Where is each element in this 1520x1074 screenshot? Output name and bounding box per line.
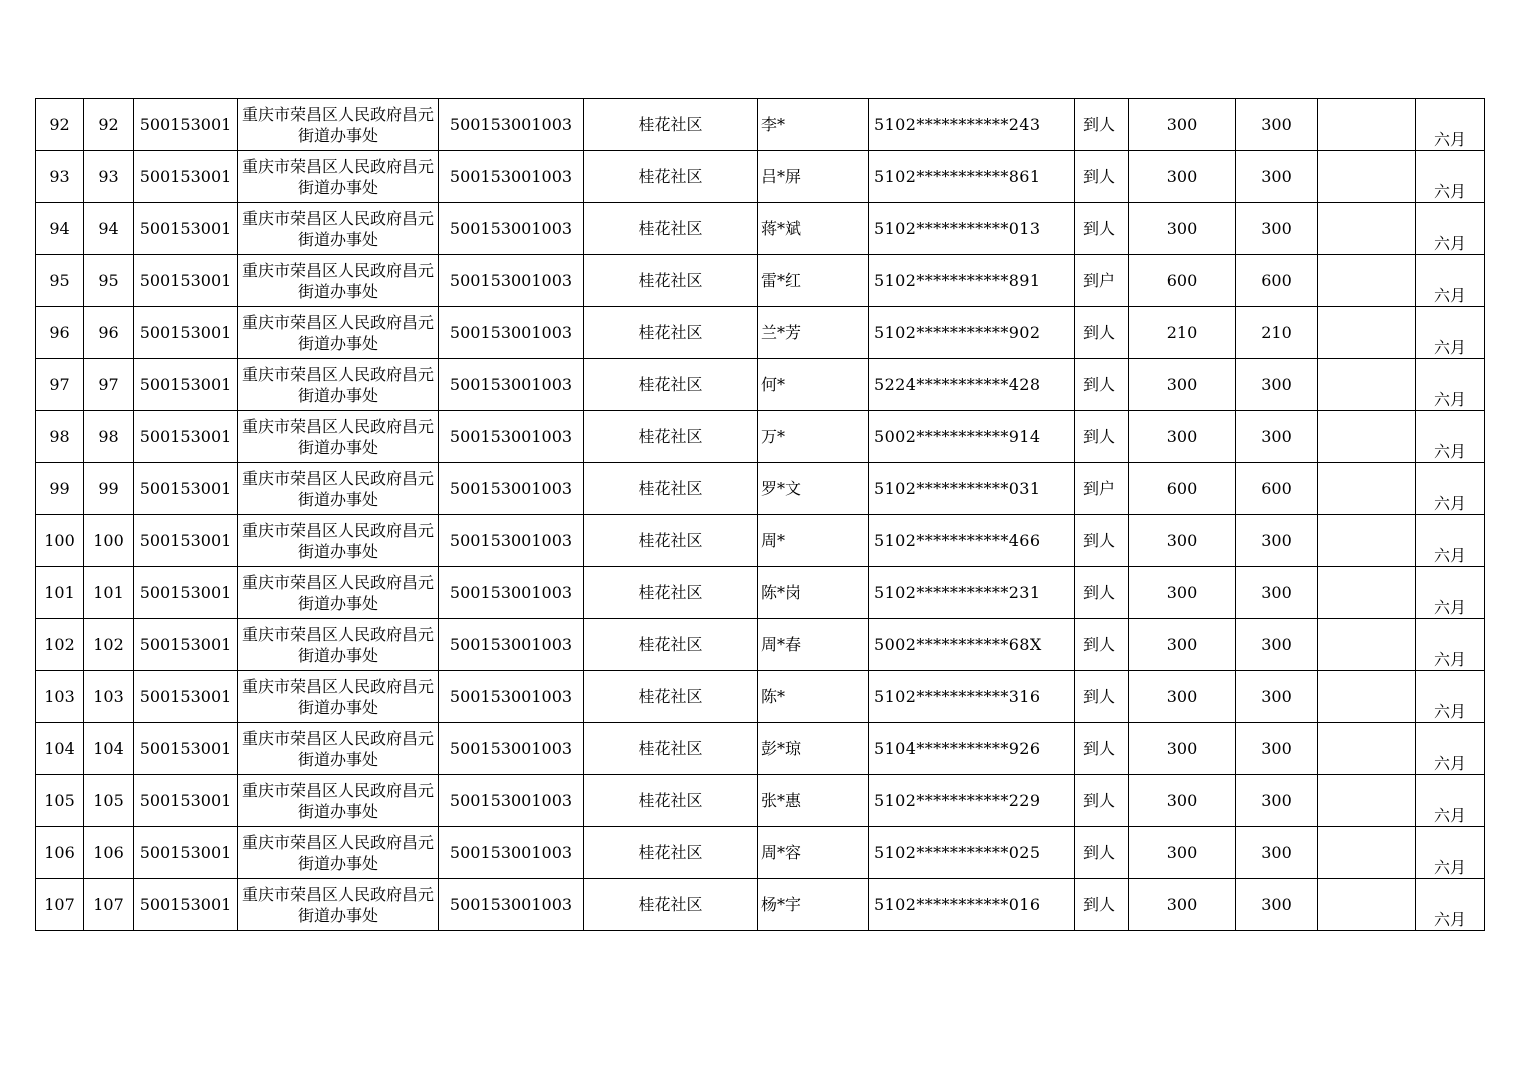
total-amount-cell: 300: [1236, 151, 1318, 203]
org-name-cell: 重庆市荣昌区人民政府昌元街道办事处: [238, 723, 439, 775]
id-number-cell: 5102***********861: [869, 151, 1075, 203]
person-name-cell: 周*容: [758, 827, 869, 879]
grant-type-cell: 到人: [1075, 359, 1129, 411]
seq-cell: 93: [36, 151, 84, 203]
community-code-cell: 500153001003: [439, 151, 584, 203]
org-code-cell: 500153001: [134, 255, 238, 307]
person-name-cell: 周*: [758, 515, 869, 567]
community-code-cell: 500153001003: [439, 411, 584, 463]
note-cell: [1318, 463, 1416, 515]
org-code-cell: 500153001: [134, 723, 238, 775]
number-cell: 96: [84, 307, 134, 359]
org-name-cell: 重庆市荣昌区人民政府昌元街道办事处: [238, 411, 439, 463]
community-cell: 桂花社区: [584, 411, 758, 463]
grant-type-cell: 到人: [1075, 151, 1129, 203]
amount-cell: 300: [1129, 775, 1236, 827]
org-code-cell: 500153001: [134, 671, 238, 723]
month-cell: 六月: [1416, 879, 1485, 931]
month-cell: 六月: [1416, 203, 1485, 255]
amount-cell: 300: [1129, 411, 1236, 463]
table-row: [36, 99, 1485, 151]
grant-type-cell: 到人: [1075, 203, 1129, 255]
total-amount-cell: 300: [1236, 515, 1318, 567]
org-code-cell: 500153001: [134, 99, 238, 151]
grant-type-cell: 到人: [1075, 515, 1129, 567]
seq-cell: 105: [36, 775, 84, 827]
person-name-cell: 张*惠: [758, 775, 869, 827]
person-name-cell: 蒋*斌: [758, 203, 869, 255]
community-code-cell: 500153001003: [439, 203, 584, 255]
person-name-cell: 何*: [758, 359, 869, 411]
note-cell: [1318, 255, 1416, 307]
org-code-cell: 500153001: [134, 515, 238, 567]
amount-cell: 300: [1129, 151, 1236, 203]
note-cell: [1318, 515, 1416, 567]
org-code-cell: 500153001: [134, 203, 238, 255]
id-number-cell: 5102***********466: [869, 515, 1075, 567]
month-cell: 六月: [1416, 567, 1485, 619]
amount-cell: 300: [1129, 567, 1236, 619]
table-row: [36, 827, 1485, 879]
month-cell: 六月: [1416, 775, 1485, 827]
month-cell: 六月: [1416, 99, 1485, 151]
community-code-cell: 500153001003: [439, 255, 584, 307]
amount-cell: 300: [1129, 359, 1236, 411]
id-number-cell: 5002***********68X: [869, 619, 1075, 671]
grant-type-cell: 到人: [1075, 99, 1129, 151]
month-cell: 六月: [1416, 723, 1485, 775]
person-name-cell: 陈*岗: [758, 567, 869, 619]
org-code-cell: 500153001: [134, 619, 238, 671]
grant-type-cell: 到人: [1075, 567, 1129, 619]
seq-cell: 95: [36, 255, 84, 307]
number-cell: 104: [84, 723, 134, 775]
month-cell: 六月: [1416, 827, 1485, 879]
seq-cell: 104: [36, 723, 84, 775]
note-cell: [1318, 151, 1416, 203]
org-name-cell: 重庆市荣昌区人民政府昌元街道办事处: [238, 567, 439, 619]
amount-cell: 210: [1129, 307, 1236, 359]
org-name-cell: 重庆市荣昌区人民政府昌元街道办事处: [238, 359, 439, 411]
community-code-cell: 500153001003: [439, 567, 584, 619]
number-cell: 99: [84, 463, 134, 515]
note-cell: [1318, 619, 1416, 671]
org-code-cell: 500153001: [134, 151, 238, 203]
id-number-cell: 5102***********031: [869, 463, 1075, 515]
total-amount-cell: 300: [1236, 879, 1318, 931]
grant-type-cell: 到人: [1075, 827, 1129, 879]
month-cell: 六月: [1416, 307, 1485, 359]
note-cell: [1318, 723, 1416, 775]
seq-cell: 100: [36, 515, 84, 567]
community-code-cell: 500153001003: [439, 307, 584, 359]
grant-type-cell: 到人: [1075, 619, 1129, 671]
amount-cell: 300: [1129, 827, 1236, 879]
org-name-cell: 重庆市荣昌区人民政府昌元街道办事处: [238, 515, 439, 567]
org-name-cell: 重庆市荣昌区人民政府昌元街道办事处: [238, 671, 439, 723]
community-code-cell: 500153001003: [439, 99, 584, 151]
table-row: [36, 255, 1485, 307]
community-cell: 桂花社区: [584, 723, 758, 775]
table-row: [36, 359, 1485, 411]
note-cell: [1318, 775, 1416, 827]
total-amount-cell: 300: [1236, 359, 1318, 411]
number-cell: 101: [84, 567, 134, 619]
number-cell: 107: [84, 879, 134, 931]
community-code-cell: 500153001003: [439, 879, 584, 931]
org-name-cell: 重庆市荣昌区人民政府昌元街道办事处: [238, 879, 439, 931]
org-name-cell: 重庆市荣昌区人民政府昌元街道办事处: [238, 307, 439, 359]
total-amount-cell: 300: [1236, 619, 1318, 671]
seq-cell: 96: [36, 307, 84, 359]
number-cell: 106: [84, 827, 134, 879]
table-row: [36, 515, 1485, 567]
number-cell: 100: [84, 515, 134, 567]
seq-cell: 106: [36, 827, 84, 879]
seq-cell: 98: [36, 411, 84, 463]
total-amount-cell: 600: [1236, 463, 1318, 515]
note-cell: [1318, 567, 1416, 619]
roster-table: [35, 98, 1485, 931]
table-row: [36, 671, 1485, 723]
person-name-cell: 兰*芳: [758, 307, 869, 359]
amount-cell: 300: [1129, 619, 1236, 671]
community-cell: 桂花社区: [584, 463, 758, 515]
org-code-cell: 500153001: [134, 463, 238, 515]
total-amount-cell: 300: [1236, 671, 1318, 723]
community-code-cell: 500153001003: [439, 671, 584, 723]
org-name-cell: 重庆市荣昌区人民政府昌元街道办事处: [238, 151, 439, 203]
table-row: [36, 151, 1485, 203]
community-cell: 桂花社区: [584, 307, 758, 359]
number-cell: 93: [84, 151, 134, 203]
id-number-cell: 5102***********316: [869, 671, 1075, 723]
community-cell: 桂花社区: [584, 879, 758, 931]
number-cell: 97: [84, 359, 134, 411]
community-code-cell: 500153001003: [439, 723, 584, 775]
note-cell: [1318, 879, 1416, 931]
seq-cell: 107: [36, 879, 84, 931]
total-amount-cell: 300: [1236, 567, 1318, 619]
org-code-cell: 500153001: [134, 359, 238, 411]
id-number-cell: 5102***********902: [869, 307, 1075, 359]
total-amount-cell: 300: [1236, 203, 1318, 255]
org-name-cell: 重庆市荣昌区人民政府昌元街道办事处: [238, 619, 439, 671]
month-cell: 六月: [1416, 619, 1485, 671]
note-cell: [1318, 827, 1416, 879]
grant-type-cell: 到人: [1075, 411, 1129, 463]
total-amount-cell: 600: [1236, 255, 1318, 307]
org-code-cell: 500153001: [134, 567, 238, 619]
org-name-cell: 重庆市荣昌区人民政府昌元街道办事处: [238, 203, 439, 255]
table-row: [36, 723, 1485, 775]
number-cell: 102: [84, 619, 134, 671]
person-name-cell: 罗*文: [758, 463, 869, 515]
community-code-cell: 500153001003: [439, 775, 584, 827]
total-amount-cell: 300: [1236, 723, 1318, 775]
table-row: [36, 775, 1485, 827]
community-cell: 桂花社区: [584, 151, 758, 203]
total-amount-cell: 300: [1236, 775, 1318, 827]
month-cell: 六月: [1416, 411, 1485, 463]
org-code-cell: 500153001: [134, 879, 238, 931]
seq-cell: 97: [36, 359, 84, 411]
table-row: [36, 307, 1485, 359]
amount-cell: 300: [1129, 515, 1236, 567]
seq-cell: 99: [36, 463, 84, 515]
month-cell: 六月: [1416, 255, 1485, 307]
amount-cell: 300: [1129, 723, 1236, 775]
person-name-cell: 彭*琼: [758, 723, 869, 775]
grant-type-cell: 到人: [1075, 879, 1129, 931]
community-cell: 桂花社区: [584, 619, 758, 671]
total-amount-cell: 300: [1236, 411, 1318, 463]
seq-cell: 101: [36, 567, 84, 619]
id-number-cell: 5224***********428: [869, 359, 1075, 411]
month-cell: 六月: [1416, 515, 1485, 567]
seq-cell: 103: [36, 671, 84, 723]
org-name-cell: 重庆市荣昌区人民政府昌元街道办事处: [238, 99, 439, 151]
month-cell: 六月: [1416, 359, 1485, 411]
total-amount-cell: 210: [1236, 307, 1318, 359]
community-code-cell: 500153001003: [439, 463, 584, 515]
month-cell: 六月: [1416, 463, 1485, 515]
id-number-cell: 5102***********231: [869, 567, 1075, 619]
person-name-cell: 吕*屏: [758, 151, 869, 203]
number-cell: 103: [84, 671, 134, 723]
total-amount-cell: 300: [1236, 99, 1318, 151]
community-code-cell: 500153001003: [439, 619, 584, 671]
table-row: [36, 879, 1485, 931]
grant-type-cell: 到人: [1075, 307, 1129, 359]
person-name-cell: 陈*: [758, 671, 869, 723]
id-number-cell: 5102***********025: [869, 827, 1075, 879]
community-cell: 桂花社区: [584, 515, 758, 567]
amount-cell: 600: [1129, 255, 1236, 307]
person-name-cell: 李*: [758, 99, 869, 151]
id-number-cell: 5102***********891: [869, 255, 1075, 307]
person-name-cell: 雷*红: [758, 255, 869, 307]
amount-cell: 600: [1129, 463, 1236, 515]
community-cell: 桂花社区: [584, 99, 758, 151]
org-name-cell: 重庆市荣昌区人民政府昌元街道办事处: [238, 827, 439, 879]
note-cell: [1318, 307, 1416, 359]
number-cell: 105: [84, 775, 134, 827]
person-name-cell: 杨*宇: [758, 879, 869, 931]
community-cell: 桂花社区: [584, 775, 758, 827]
note-cell: [1318, 359, 1416, 411]
community-cell: 桂花社区: [584, 255, 758, 307]
org-name-cell: 重庆市荣昌区人民政府昌元街道办事处: [238, 255, 439, 307]
table-row: [36, 411, 1485, 463]
amount-cell: 300: [1129, 99, 1236, 151]
note-cell: [1318, 203, 1416, 255]
org-code-cell: 500153001: [134, 411, 238, 463]
grant-type-cell: 到户: [1075, 463, 1129, 515]
community-code-cell: 500153001003: [439, 359, 584, 411]
amount-cell: 300: [1129, 671, 1236, 723]
note-cell: [1318, 99, 1416, 151]
table-row: [36, 463, 1485, 515]
org-name-cell: 重庆市荣昌区人民政府昌元街道办事处: [238, 463, 439, 515]
total-amount-cell: 300: [1236, 827, 1318, 879]
org-name-cell: 重庆市荣昌区人民政府昌元街道办事处: [238, 775, 439, 827]
id-number-cell: 5102***********229: [869, 775, 1075, 827]
table-row: [36, 567, 1485, 619]
table-row: [36, 203, 1485, 255]
table-row: [36, 619, 1485, 671]
grant-type-cell: 到户: [1075, 255, 1129, 307]
grant-type-cell: 到人: [1075, 671, 1129, 723]
number-cell: 92: [84, 99, 134, 151]
community-cell: 桂花社区: [584, 671, 758, 723]
person-name-cell: 周*春: [758, 619, 869, 671]
id-number-cell: 5104***********926: [869, 723, 1075, 775]
org-code-cell: 500153001: [134, 827, 238, 879]
community-code-cell: 500153001003: [439, 515, 584, 567]
person-name-cell: 万*: [758, 411, 869, 463]
id-number-cell: 5102***********013: [869, 203, 1075, 255]
org-code-cell: 500153001: [134, 775, 238, 827]
seq-cell: 92: [36, 99, 84, 151]
number-cell: 98: [84, 411, 134, 463]
amount-cell: 300: [1129, 879, 1236, 931]
community-cell: 桂花社区: [584, 203, 758, 255]
table-body: [36, 99, 1485, 931]
month-cell: 六月: [1416, 151, 1485, 203]
community-code-cell: 500153001003: [439, 827, 584, 879]
community-cell: 桂花社区: [584, 567, 758, 619]
seq-cell: 102: [36, 619, 84, 671]
note-cell: [1318, 411, 1416, 463]
note-cell: [1318, 671, 1416, 723]
grant-type-cell: 到人: [1075, 723, 1129, 775]
id-number-cell: 5002***********914: [869, 411, 1075, 463]
id-number-cell: 5102***********016: [869, 879, 1075, 931]
org-code-cell: 500153001: [134, 307, 238, 359]
number-cell: 95: [84, 255, 134, 307]
community-cell: 桂花社区: [584, 359, 758, 411]
amount-cell: 300: [1129, 203, 1236, 255]
community-cell: 桂花社区: [584, 827, 758, 879]
grant-type-cell: 到人: [1075, 775, 1129, 827]
month-cell: 六月: [1416, 671, 1485, 723]
id-number-cell: 5102***********243: [869, 99, 1075, 151]
number-cell: 94: [84, 203, 134, 255]
seq-cell: 94: [36, 203, 84, 255]
